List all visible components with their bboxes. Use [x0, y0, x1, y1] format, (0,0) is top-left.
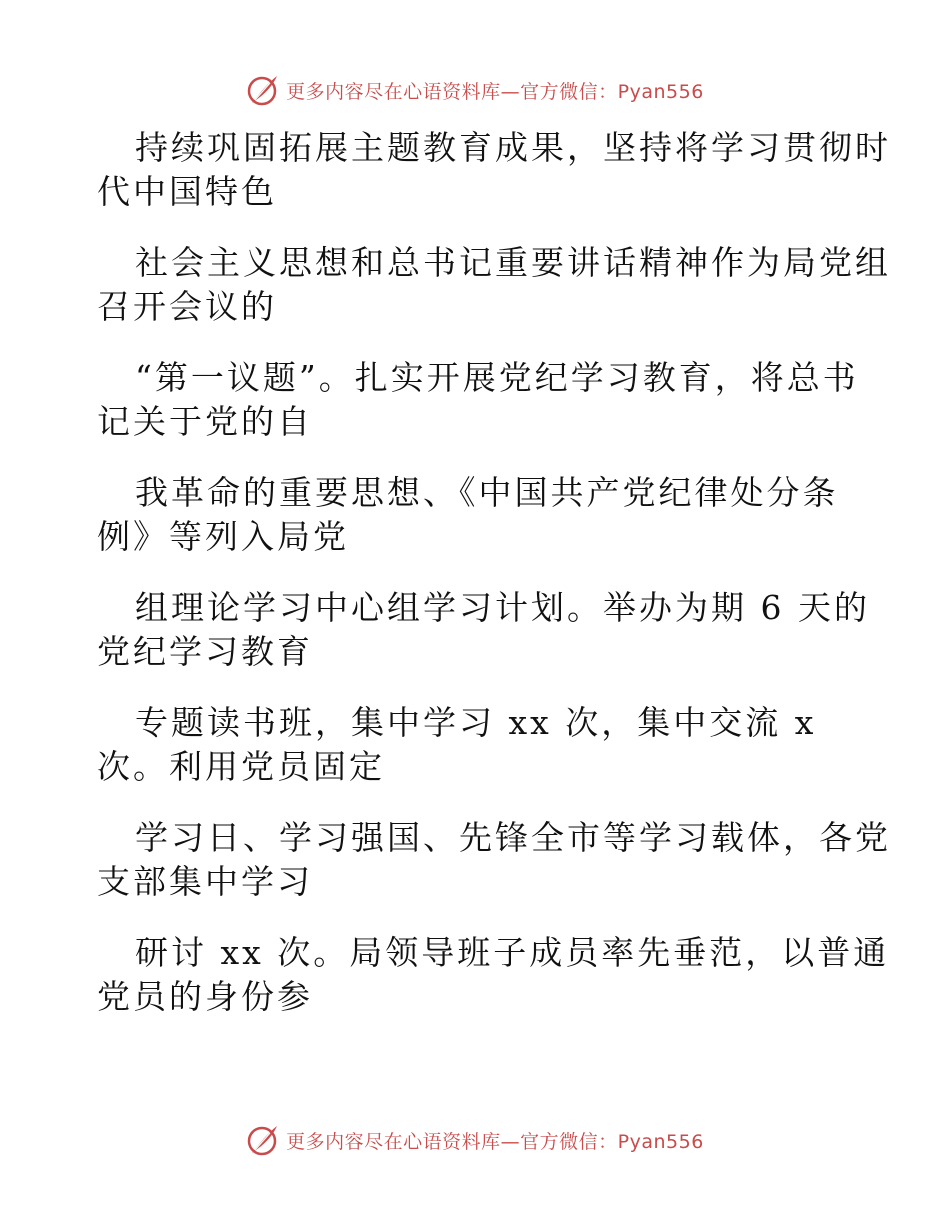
- paragraph: [97, 356, 857, 444]
- paragraph: [97, 586, 870, 674]
- paragraph-line: 党纪学习教育: [97, 632, 313, 671]
- paragraph-line: 例》等列入局党: [97, 517, 349, 556]
- header-watermark: [0, 70, 950, 110]
- paragraph-line: 次。利用党员固定: [97, 747, 385, 786]
- paragraph-line: 党员的身份参: [97, 977, 313, 1016]
- watermark-text: 更多内容尽在心语资料库—官方微信：Pyan556: [286, 1130, 704, 1153]
- paragraph-line: 持续巩固拓展主题教育成果，坚持将学习贯彻时: [135, 128, 891, 167]
- paragraph-line: “第一议题”。扎实开展党纪学习教育，将总书: [135, 358, 859, 397]
- paragraph-line: 代中国特色: [97, 172, 277, 211]
- footer-watermark: [0, 1120, 950, 1160]
- watermark-text: 更多内容尽在心语资料库—官方微信：Pyan556: [286, 80, 704, 103]
- paragraph-line: 我革命的重要思想、《中国共产党纪律处分条: [135, 473, 839, 512]
- paragraph-line: 组理论学习中心组学习计划。举办为期 6 天的: [135, 588, 870, 627]
- paragraph-line: 召开会议的: [97, 287, 277, 326]
- feather-quill-logo-icon: [246, 73, 280, 107]
- paragraph: [97, 126, 891, 214]
- feather-quill-logo-icon: [246, 1123, 280, 1157]
- paragraph: [97, 931, 890, 1019]
- paragraph: [97, 241, 891, 329]
- paragraph: [97, 701, 857, 789]
- paragraph-line: 记关于党的自: [97, 402, 313, 441]
- paragraph-line: 社会主义思想和总书记重要讲话精神作为局党组: [135, 243, 891, 282]
- paragraph: [97, 471, 857, 559]
- paragraph-line: 专题读书班，集中学习 xx 次，集中交流 x: [135, 703, 817, 742]
- paragraph-line: 学习日、学习强国、先锋全市等学习载体，各党: [135, 818, 891, 857]
- paragraph-line: 研讨 xx 次。局领导班子成员率先垂范，以普通: [135, 933, 890, 972]
- paragraph-line: 支部集中学习: [97, 862, 313, 901]
- paragraph: [97, 816, 891, 904]
- body-text: [97, 126, 891, 1046]
